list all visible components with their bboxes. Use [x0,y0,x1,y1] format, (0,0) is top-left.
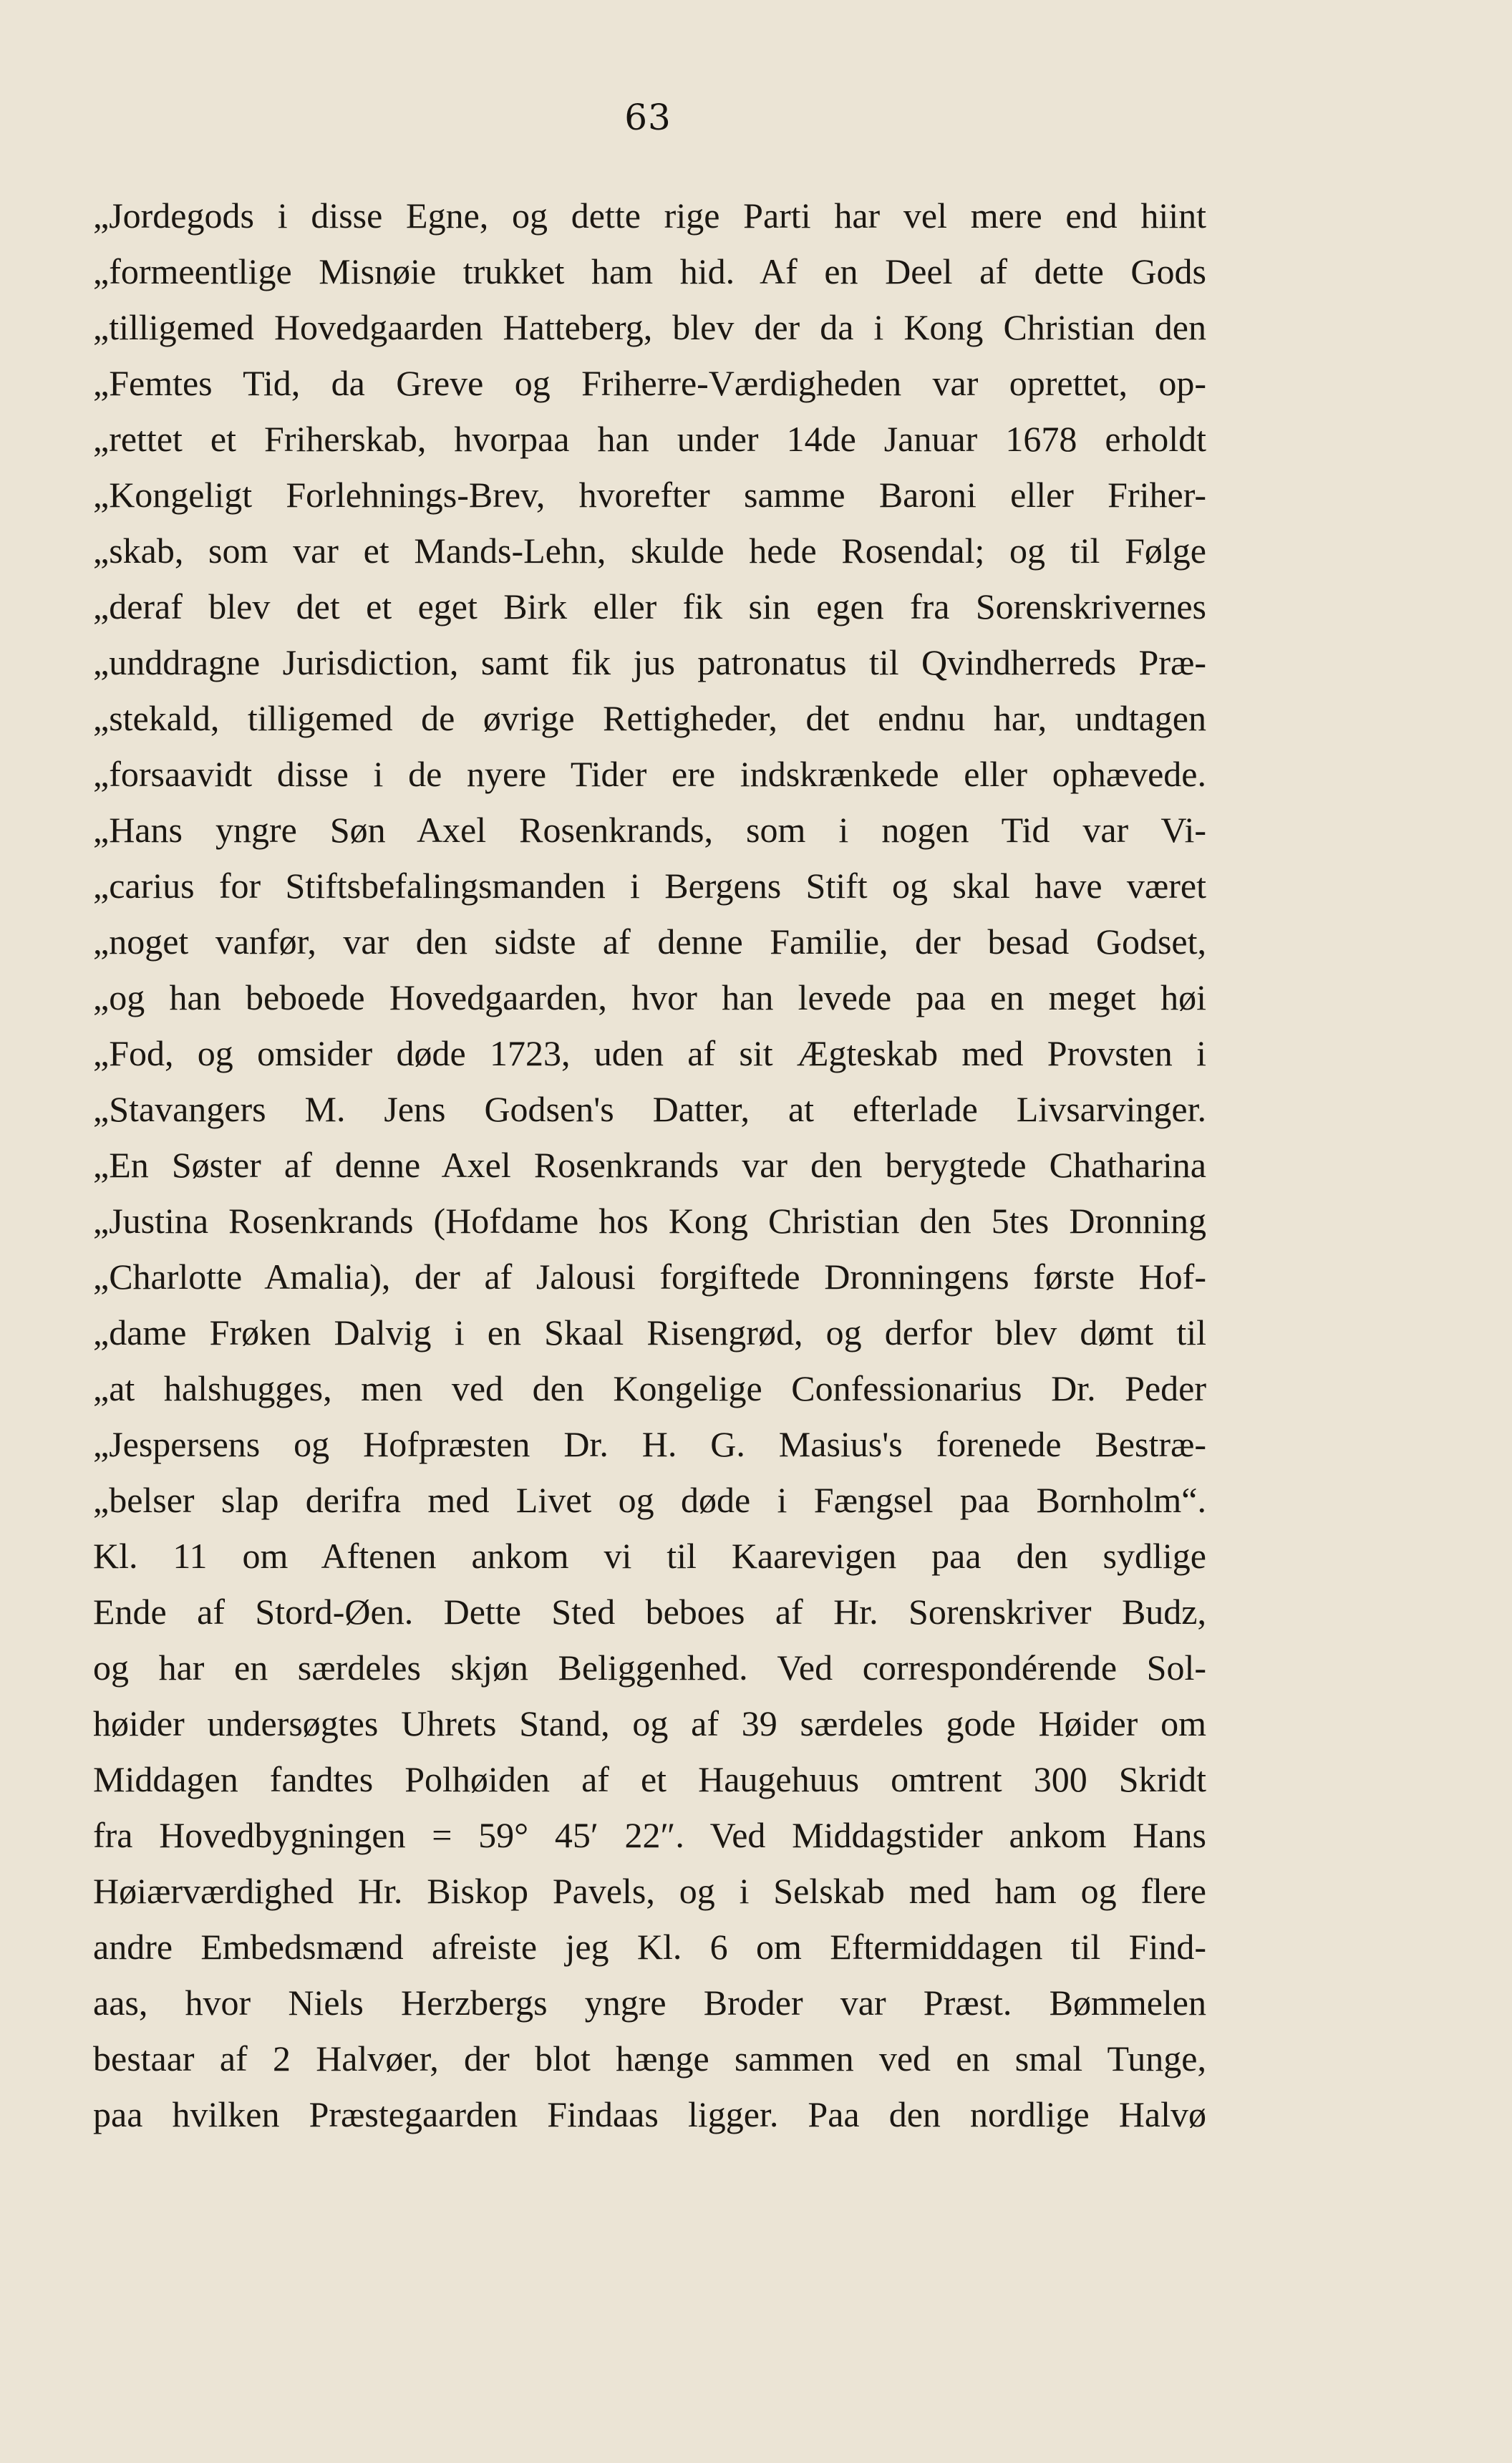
text-line: „noget vanfør, var den sidste af denne Familie, der besad Godset, [93,921,1206,962]
text-line: „Justina Rosenkrands (Hofdame hos Kong Christian den 5tes Dronning [93,1201,1206,1241]
text-line: „og han beboede Hovedgaarden, hvor han levede paa en meget høi [93,977,1206,1017]
text-line: andre Embedsmænd afreiste jeg Kl. 6 om Eftermiddagen til Find- [93,1927,1206,1967]
text-line: „skab, som var et Mands-Lehn, skulde hede Rosendal; og til Følge [93,531,1206,571]
text-line: Ende af Stord-Øen. Dette Sted beboes af Hr. Sorenskriver Budz, [93,1592,1206,1632]
text-line: „Hans yngre Søn Axel Rosenkrands, som i nogen Tid var Vi- [93,810,1206,850]
text-line: „Stavangers M. Jens Godsen's Datter, at efterlade Livsarvinger. [93,1089,1206,1129]
body-text [93,188,1206,2142]
text-line: Høiærværdighed Hr. Biskop Pavels, og i Selskab med ham og flere [93,1871,1206,1911]
text-line: fra Hovedbygningen = 59° 45′ 22″. Ved Middagstider ankom Hans [93,1815,1206,1855]
text-line: paa hvilken Præstegaarden Findaas ligger. Paa den nordlige Halvø [93,2094,1206,2134]
text-line: „belser slap derifra med Livet og døde i Fængsel paa Bornholm“. [93,1480,1206,1520]
text-line: „rettet et Friherskab, hvorpaa han under 14de Januar 1678 erholdt [93,419,1206,459]
text-line: høider undersøgtes Uhrets Stand, og af 39 særdeles gode Høider om [93,1703,1206,1743]
text-line: „carius for Stiftsbefalingsmanden i Bergens Stift og skal have været [93,866,1206,906]
text-line: „at halshugges, men ved den Kongelige Confessionarius Dr. Peder [93,1368,1206,1408]
text-line: „Fod, og omsider døde 1723, uden af sit Ægteskab med Provsten i [93,1033,1206,1073]
text-line: „stekald, tilligemed de øvrige Rettigheder, det endnu har, undtagen [93,698,1206,738]
text-line: „formeentlige Misnøie trukket ham hid. Af en Deel af dette Gods [93,251,1206,291]
text-line: „tilligemed Hovedgaarden Hatteberg, blev der da i Kong Christian den [93,307,1206,347]
text-line: „deraf blev det et eget Birk eller fik sin egen fra Sorenskrivernes [93,586,1206,626]
text-line: Kl. 11 om Aftenen ankom vi til Kaarevigen paa den sydlige [93,1536,1206,1576]
text-line: „En Søster af denne Axel Rosenkrands var den berygtede Chatharina [93,1145,1206,1185]
text-line: Middagen fandtes Polhøiden af et Haugehuus omtrent 300 Skridt [93,1759,1206,1799]
text-line: „Charlotte Amalia), der af Jalousi forgiftede Dronningens første Hof- [93,1257,1206,1297]
text-line: og har en særdeles skjøn Beliggenhed. Ved correspondérende Sol- [93,1647,1206,1688]
text-line: bestaar af 2 Halvøer, der blot hænge sammen ved en smal Tunge, [93,2038,1206,2079]
page-number: 63 [624,97,672,138]
text-line: „Kongeligt Forlehnings-Brev, hvorefter samme Baroni eller Friher- [93,475,1206,515]
text-line: „Femtes Tid, da Greve og Friherre-Værdigheden var oprettet, op- [93,363,1206,403]
text-line: „forsaavidt disse i de nyere Tider ere indskrænkede eller ophævede. [93,754,1206,794]
text-line: „Jespersens og Hofpræsten Dr. H. G. Masius's forenede Bestræ- [93,1424,1206,1464]
text-line: „dame Frøken Dalvig i en Skaal Risengrød, og derfor blev dømt til [93,1312,1206,1353]
text-line: „Jordegods i disse Egne, og dette rige Parti har vel mere end hiint [93,195,1206,236]
text-line: „unddragne Jurisdiction, samt fik jus patronatus til Qvindherreds Præ- [93,642,1206,682]
text-line: aas, hvor Niels Herzbergs yngre Broder var Præst. Bømmelen [93,1983,1206,2023]
